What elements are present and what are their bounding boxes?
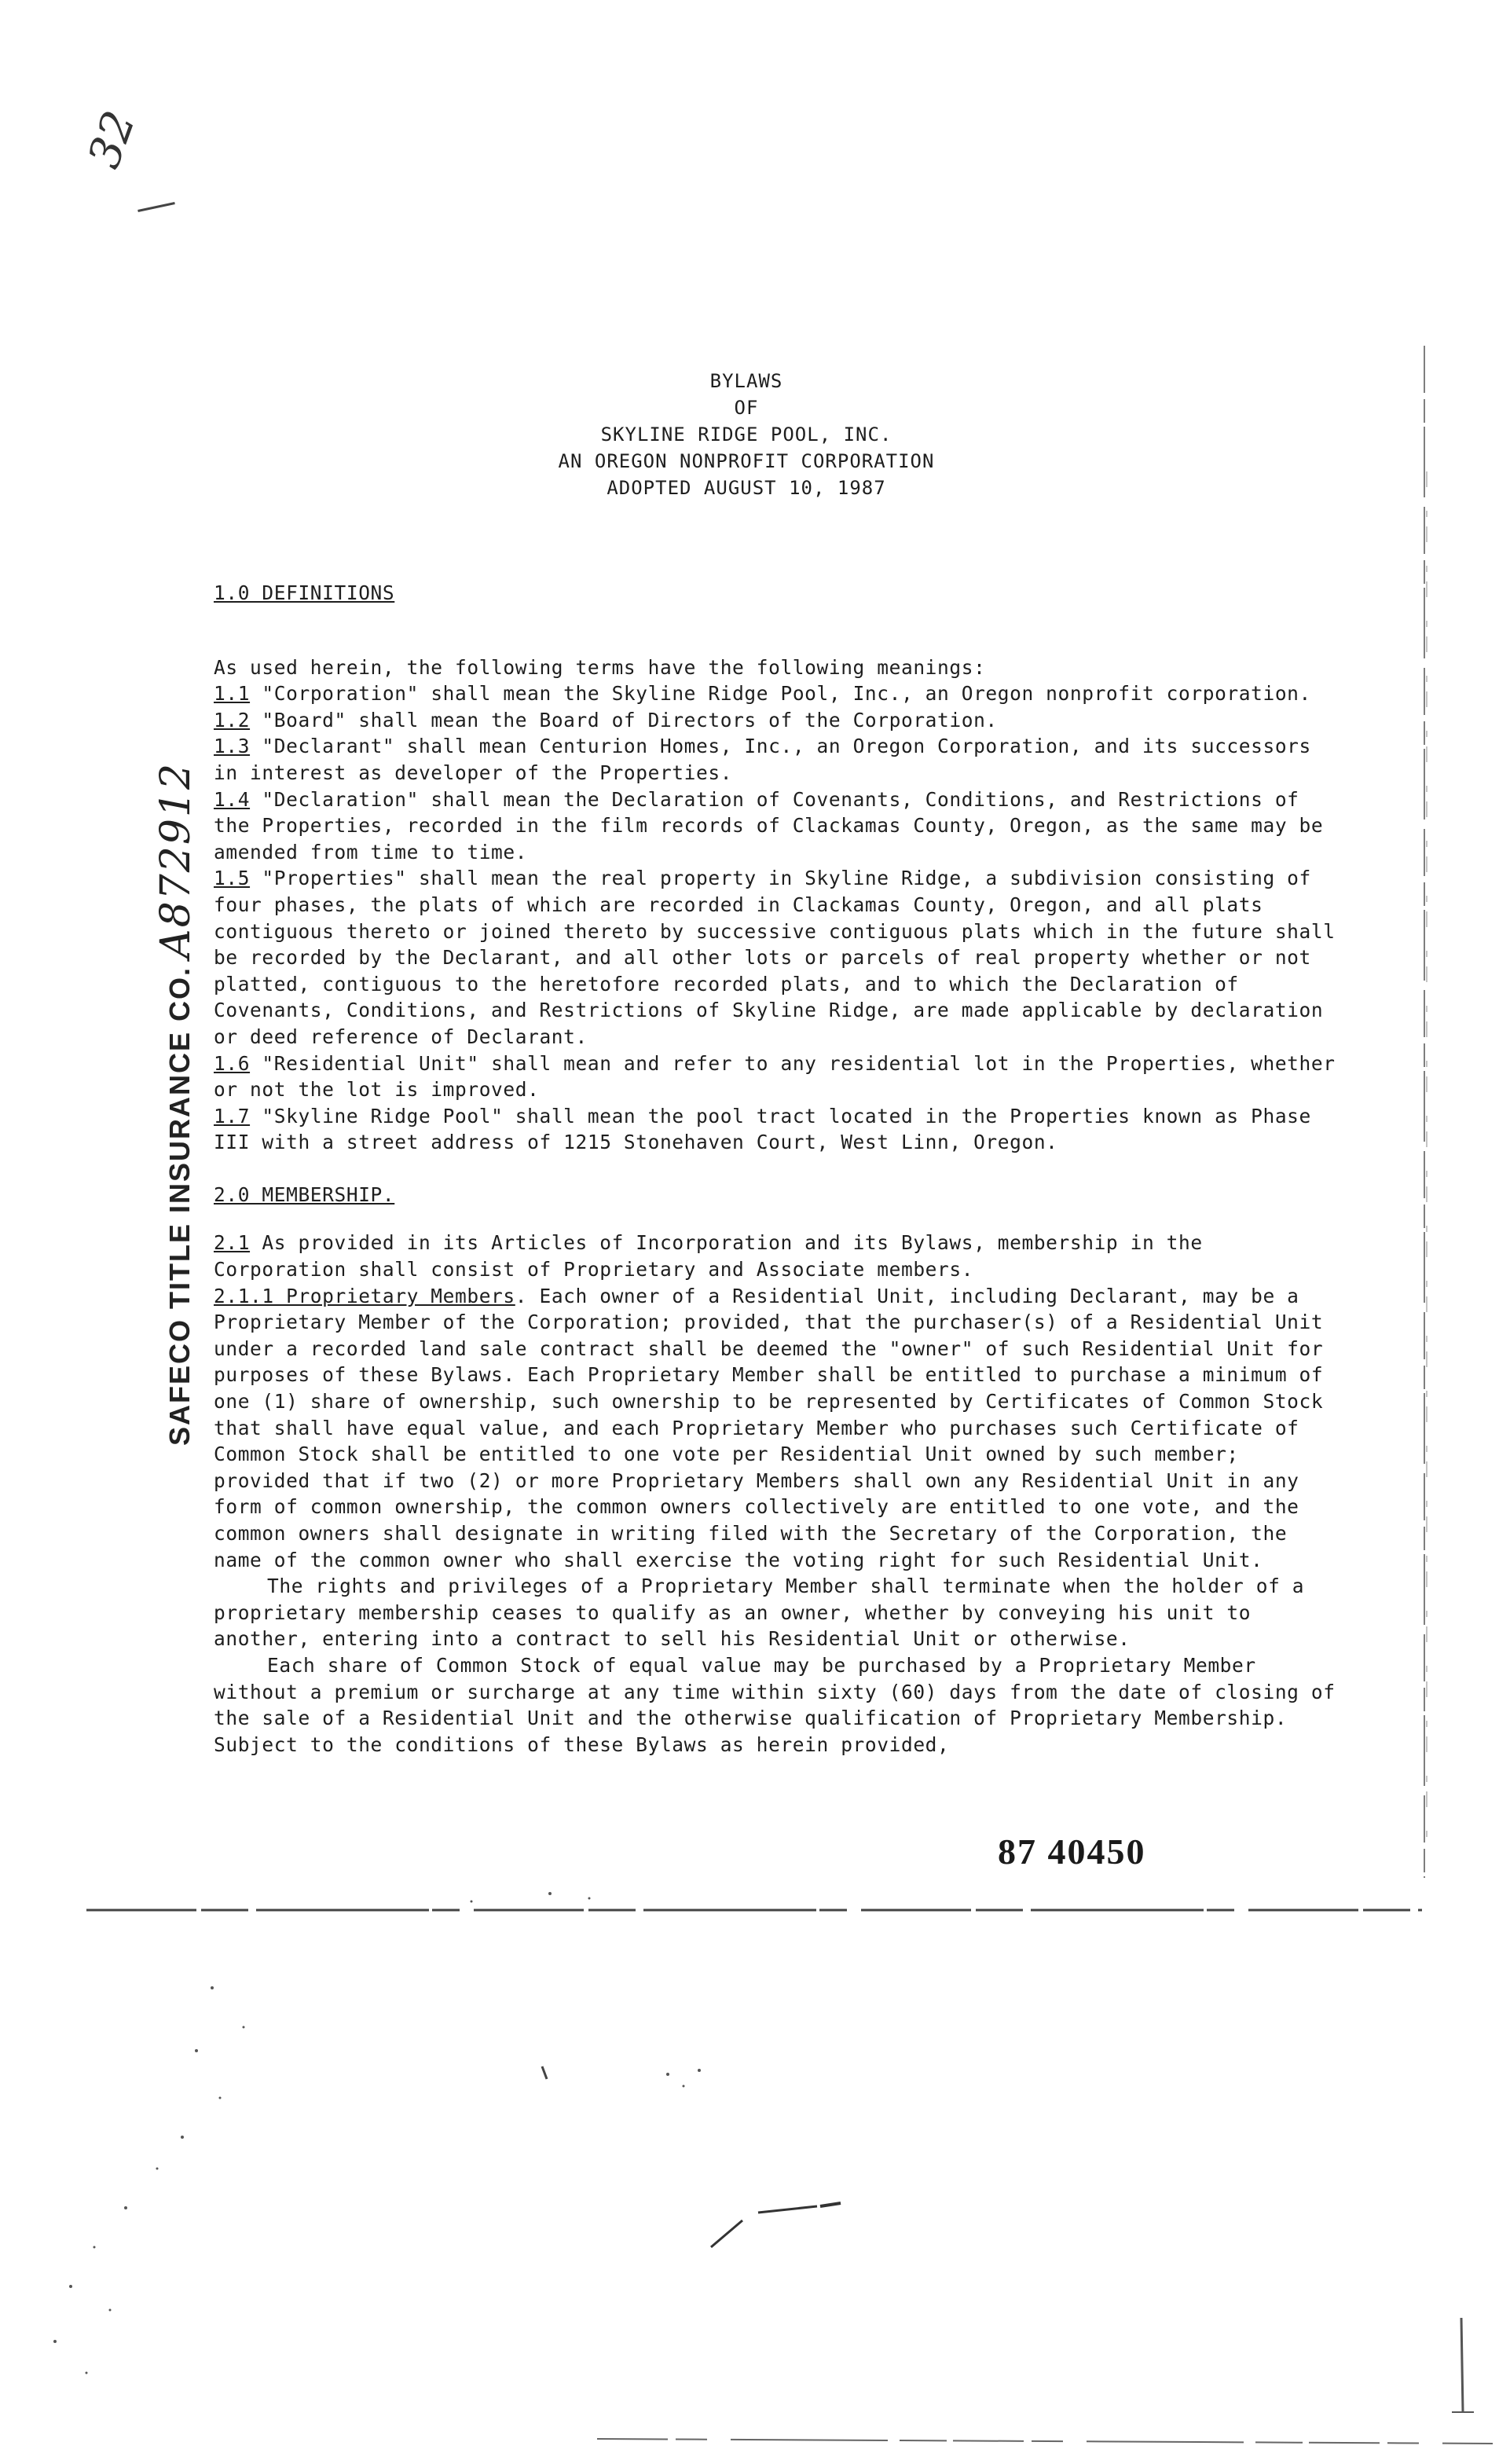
proprietary-members-paragraph: 2.1.1 Proprietary Members. Each owner of a Residential Unit, including Declarant, may be a Proprietary Member of the Corporation; provided, that the purchaser(s) of a Residential Unit under a recorded land sale contract shall be deemed the "owner" of such Residential Unit for purposes of these Bylaws. Each Proprietary Member shall be entitled to purchase a minimum of one (1) share of ownership, such ownership to be represented by Certificates of Common Stock that shall have equal value, and each Proprietary Member who purchases such Certificate of Common Stock shall be entitled to one vote per Residential Unit owned by such member; provided that if two (2) or more Proprietary Members shall own any Residential Unit in any form of common ownership, the common owners collectively are entitled to one vote, and the common owners shall designate in writing filed with the Secretary of the Corporation, the name of the common owner who shall exercise the voting right for such Residential Unit. bbox=[214, 1284, 1324, 1571]
section-definitions-heading: 1.0 DEFINITIONS bbox=[214, 581, 395, 604]
header-organization: SKYLINE RIDGE POOL, INC. bbox=[600, 424, 892, 446]
section-membership-heading: 2.0 MEMBERSHIP. bbox=[214, 1182, 395, 1206]
stamp-handwritten-number: A872912 bbox=[152, 761, 200, 959]
header-title: BYLAWS bbox=[709, 370, 783, 392]
document-header bbox=[471, 368, 1021, 501]
definition-item: 1.4 "Declaration" shall mean the Declaration of Covenants, Conditions, and Restrictions of the Properties, recorded in the film records of Clackamas County, Oregon, as the same may be amended from time to time. bbox=[214, 787, 1324, 864]
rights-paragraph: The rights and privileges of a Proprietary Member shall terminate when the holder of a proprietary membership ceases to qualify as an owner, whether by conveying his unit to another, entering into a contract to sell his Residential Unit or otherwise. bbox=[214, 1575, 1305, 1651]
scan-artifacts bbox=[0, 1870, 1499, 2464]
common-stock-paragraph: Each share of Common Stock of equal value may be purchased by a Proprietary Member without a premium or surcharge at any time within sixty (60) days from the date of closing of the sale of a Residential Unit and the otherwise qualification of Proprietary Membership. Subject to the conditions of these Bylaws as herein provided, bbox=[214, 1653, 1336, 1756]
definition-item: 1.5 "Properties" shall mean the real property in Skyline Ridge, a subdivision consisting of four phases, the plats of which are recorded in Clackamas County, Oregon, and all plats contiguous thereto or joined thereto by successive contiguous plats which in the future shall be recorded by the Declarant, and all other lots or parcels of real property whether or not platted, contiguous to the heretofore recorded plats, and to which the Declaration of Covenants, Conditions, and Restrictions of Skyline Ridge, are made applicable by declaration or deed reference of Declarant. bbox=[214, 867, 1336, 1048]
definition-item: 1.1 "Corporation" shall mean the Skyline Ridge Pool, Inc., an Oregon nonprofit corporation. bbox=[214, 682, 1311, 706]
recording-number: 87 40450 bbox=[998, 1832, 1146, 1872]
scan-right-edge-shadow bbox=[1422, 346, 1428, 1878]
document-body bbox=[214, 580, 1345, 1758]
handwritten-margin-note: 32 bbox=[79, 104, 146, 175]
definitions-intro: As used herein, the following terms have the following meanings: bbox=[214, 655, 986, 679]
definition-item: 1.7 "Skyline Ridge Pool" shall mean the pool tract located in the Properties known as Phase III with a street address of 1215 Stonehaven Court, West Linn, Oregon. bbox=[214, 1104, 1311, 1154]
definition-item: 1.6 "Residential Unit" shall mean and refer to any residential lot in the Properties, whether or not the lot is improved. bbox=[214, 1051, 1336, 1102]
stamp-company-name: SAFECO TITLE INSURANCE CO. bbox=[163, 966, 196, 1446]
definition-item: 1.2 "Board" shall mean the Board of Directors of the Corporation. bbox=[214, 708, 998, 732]
header-of: OF bbox=[734, 397, 759, 419]
margin-dash-mark bbox=[137, 202, 175, 212]
header-adopted-date: ADOPTED AUGUST 10, 1987 bbox=[607, 477, 886, 499]
title-company-stamp bbox=[152, 762, 200, 1446]
header-corporation-type: AN OREGON NONPROFIT CORPORATION bbox=[558, 450, 935, 472]
membership-paragraph: 2.1 As provided in its Articles of Incorporation and its Bylaws, membership in the Corporation shall consist of Proprietary and Associate members. bbox=[214, 1231, 1203, 1282]
definition-item: 1.3 "Declarant" shall mean Centurion Homes, Inc., an Oregon Corporation, and its successors in interest as developer of the Properties. bbox=[214, 735, 1311, 784]
